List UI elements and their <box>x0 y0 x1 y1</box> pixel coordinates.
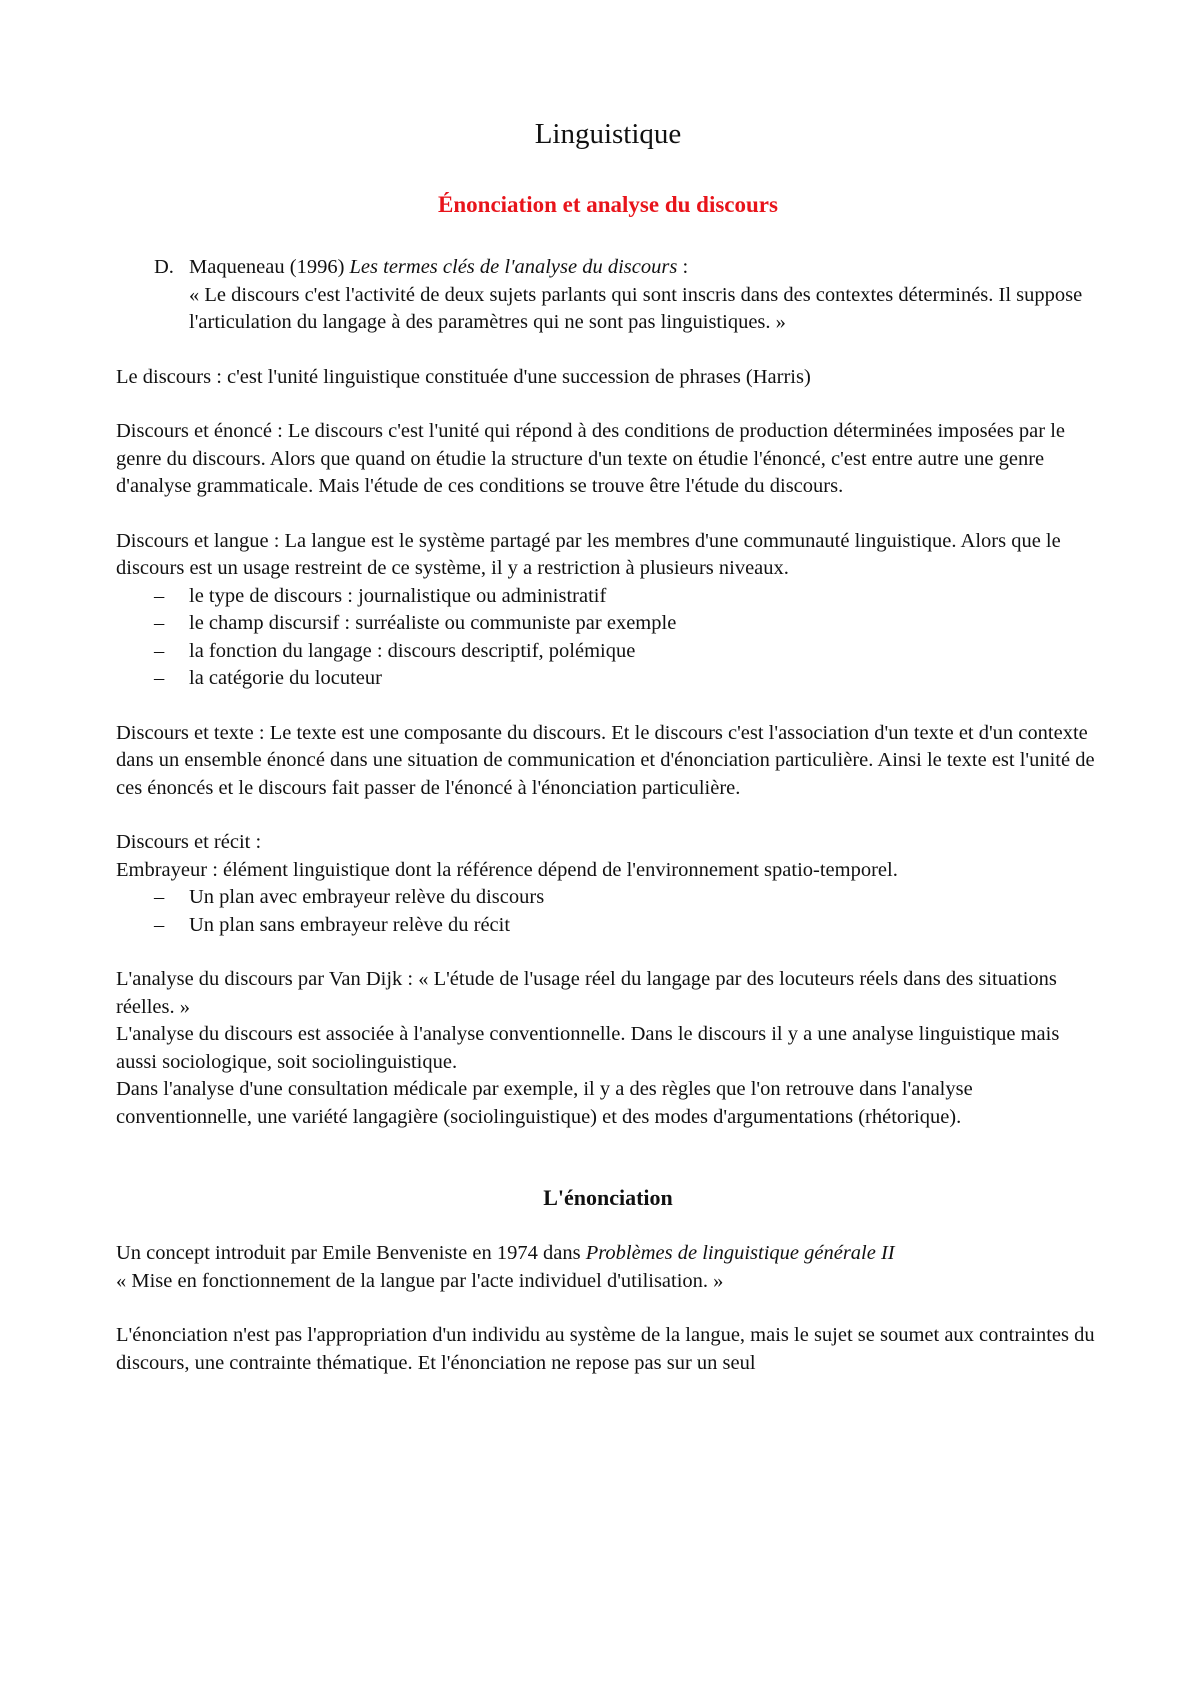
citation-marker: D. <box>154 256 174 278</box>
spacer <box>116 802 1100 829</box>
paragraph-van-dijk: L'analyse du discours par Van Dijk : « L'étude de l'usage réel du langage par des locuteurs réels dans des situations réelles. » <box>116 968 1057 1018</box>
list-item-text: la fonction du langage : discours descriptif, polémique <box>189 639 636 662</box>
list-item <box>116 912 1100 940</box>
citation-block <box>116 254 1100 337</box>
dash-bullet: – <box>154 584 165 607</box>
dash-bullet: – <box>154 913 165 936</box>
list-item <box>116 665 1100 693</box>
document-title: Linguistique <box>534 118 682 150</box>
dash-bullet: – <box>154 886 165 908</box>
paragraph-discours-texte: Discours et texte : Le texte est une composante du discours. Et le discours c'est l'association d'un texte et d'un contexte dans un ensemble énoncé dans une situation de communication et d'énonciation particulière. Ainsi le texte est l'unité de ces énoncés et le discours fait passer de l'énoncé à l'énonciation particulière. <box>116 721 1095 799</box>
paragraph-consultation: Dans l'analyse d'une consultation médicale par exemple, il y a des règles que l'on retrouve dans l'analyse conventionnelle, une variété langagière (sociolinguistique) et des modes d'argumentations (rhétorique). <box>116 1078 973 1128</box>
list-item-text: Un plan avec embrayeur relève du discours <box>189 886 545 908</box>
list-embrayeur <box>116 884 1100 939</box>
citation-quote: « Le discours c'est l'activité de deux sujets parlants qui sont inscris dans des contextes déterminés. Il suppose l'articulation du langage à des paramètres qui ne sont pas linguistiques. » <box>189 283 1083 333</box>
spacer <box>116 939 1100 966</box>
citation-author: Maqueneau (1996) <box>189 256 350 278</box>
list-item-text: le champ discursif : surréaliste ou communiste par exemple <box>189 612 677 634</box>
spacer <box>116 1131 1100 1183</box>
dash-bullet: – <box>154 612 165 634</box>
spacer <box>116 693 1100 720</box>
list-item <box>116 884 1100 912</box>
benveniste-text: Un concept introduit par Emile Benveniste en 1974 dans <box>116 1242 586 1264</box>
list-item-text: Un plan sans embrayeur relève du récit <box>189 913 511 936</box>
paragraph-analyse-conventionnelle: L'analyse du discours est associée à l'analyse conventionnelle. Dans le discours il y a une analyse linguistique mais aussi sociologique, soit sociolinguistique. <box>116 1023 1060 1073</box>
paragraph-embrayeur: Embrayeur : élément linguistique dont la référence dépend de l'environnement spatio-temporel. <box>116 858 898 881</box>
list-item <box>116 583 1100 611</box>
list-item-text: la catégorie du locuteur <box>189 667 382 689</box>
spacer <box>116 1295 1100 1322</box>
list-restriction-levels <box>116 583 1100 693</box>
document-subtitle: Énonciation et analyse du discours <box>438 192 778 217</box>
spacer <box>116 501 1100 528</box>
spacer <box>116 337 1100 364</box>
list-item <box>116 638 1100 666</box>
citation-colon: : <box>677 256 689 278</box>
list-item-text: le type de discours : journalistique ou administratif <box>189 584 607 607</box>
section-heading-enonciation: L'énonciation <box>543 1185 673 1210</box>
benveniste-work-title: Problèmes de linguistique générale II <box>585 1242 895 1264</box>
paragraph-discours-recit: Discours et récit : <box>116 831 262 853</box>
citation-reference <box>189 254 1100 282</box>
spacer <box>116 1213 1100 1240</box>
dash-bullet: – <box>154 667 165 689</box>
paragraph-discours-langue: Discours et langue : La langue est le système partagé par les membres d'une communauté linguistique. Alors que le discours est un usage restreint de ce système, il y a restriction à plusieurs niveaux. <box>116 529 1061 579</box>
paragraph-discours: Le discours : c'est l'unité linguistique constituée d'une succession de phrases (Harris) <box>116 365 811 388</box>
paragraph-benveniste <box>116 1240 1100 1268</box>
citation-work-title: Les termes clés de l'analyse du discours <box>349 256 678 278</box>
paragraph-discours-enonce: Discours et énoncé : Le discours c'est l'unité qui répond à des conditions de production déterminées imposées par le genre du discours. Alors que quand on étudie la structure d'un texte on étudie l'énoncé, c'est entre autre une genre d'analyse grammaticale. Mais l'étude de ces conditions se trouve être l'étude du discours. <box>116 420 1065 497</box>
paragraph-enonciation-definition: L'énonciation n'est pas l'appropriation d'un individu au système de la langue, mais le sujet se soumet aux contraintes du discours, une contrainte thématique. Et l'énonciation ne repose pas sur un seul <box>116 1324 1095 1374</box>
dash-bullet: – <box>154 639 165 662</box>
spacer <box>116 391 1100 418</box>
paragraph-benveniste-quote: « Mise en fonctionnement de la langue par l'acte individuel d'utilisation. » <box>116 1269 724 1292</box>
list-item <box>116 610 1100 638</box>
